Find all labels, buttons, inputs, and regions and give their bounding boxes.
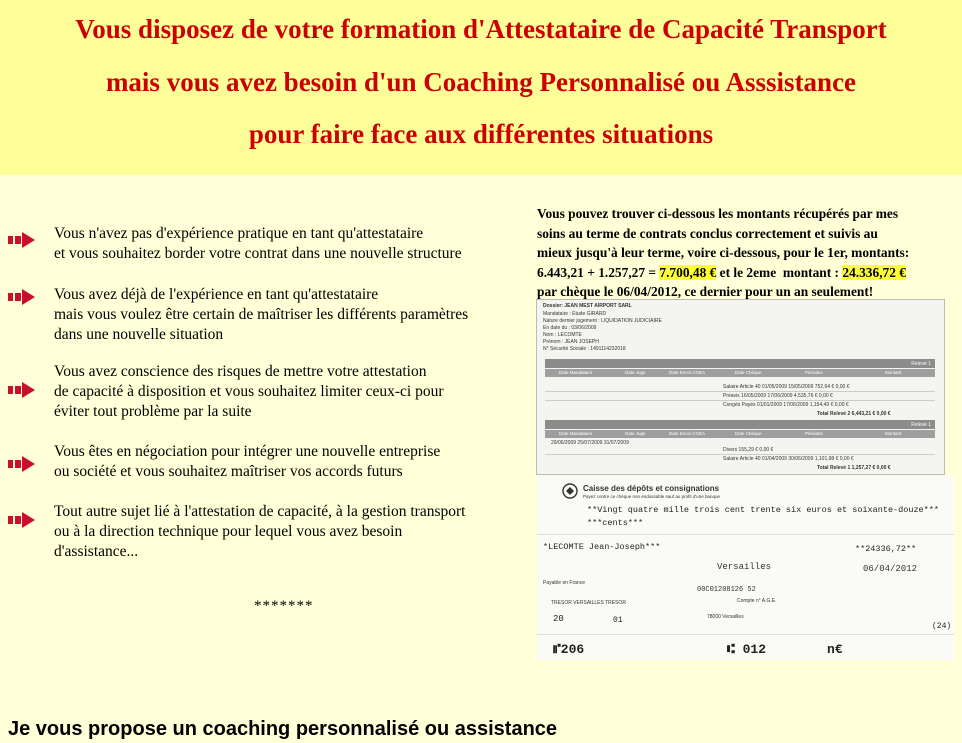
cheque-code: 00C01208126 52: [697, 586, 756, 594]
statement-total: Total Relevé 1 1,257,27 € 0,00 €: [817, 465, 891, 471]
statement-row: Salaire Article 40 01/04/2009 30/06/2009 1,101,98 € 0,00 €: [723, 456, 854, 462]
statement-field: Nom : LECOMTE: [543, 332, 582, 338]
cheque-number: 01: [613, 616, 623, 625]
statement-row: Divers 155,29 € 0,00 €: [723, 447, 774, 453]
list-item-text: Vous êtes en négociation pour intégrer une nouvelle entreprise ou société et vous souhaitez maîtriser vos accords futurs: [54, 443, 441, 480]
list-item-text: Tout autre sujet lié à l'attestation de capacité, à la gestion transport ou à la direction technique pour lequel vous avez besoin d'assistance...: [54, 503, 466, 560]
list-item-text: Vous n'avez pas d'expérience pratique en tant qu'attestataire et vous souhaitez border votre contrat dans une nouvelle structure: [54, 225, 462, 262]
payee-name: *LECOMTE Jean-Joseph***: [543, 542, 661, 552]
statement-columns: [545, 369, 935, 377]
col-header: Périodes: [805, 431, 823, 436]
cheque-city: Versailles: [717, 562, 772, 572]
statement-field: Mandataire : Etude GIRARD: [543, 311, 607, 317]
statement-band-label: Relevé 1: [911, 422, 931, 428]
bank-name: Caisse des dépôts et consignations: [583, 484, 720, 493]
results-text-mid: et le 2eme montant :: [716, 264, 843, 280]
statement-row: Préavis 16/05/2009 17/06/2009 4,535,76 € 0,00 €: [723, 393, 833, 399]
col-header: Date Envoi CGEA: [669, 431, 706, 436]
cheque-micr: ⑆ 012: [727, 642, 767, 657]
cheque-micr: ⑈206: [553, 642, 585, 657]
statement-field: N° Sécurité Sociale : 1491114232018: [543, 346, 626, 352]
cheque-misc: Payable en France: [543, 580, 585, 586]
banner-line-3: pour faire face aux différentes situations: [248, 119, 714, 149]
cheque-misc: TRESOR VERSAILLES TRESOR: [551, 600, 626, 606]
col-header: Date Chèque: [735, 370, 762, 375]
statement-row: Salaire Article 40 01/05/2009 15/05/2009 752,64 € 0,00 €: [723, 384, 850, 390]
arrow-right-icon: [6, 511, 36, 529]
cheque-amount: **24336,72**: [855, 544, 917, 554]
amount-in-words-2: ***cents***: [587, 518, 644, 528]
banner-line-1: Vous disposez de votre formation d'Attestataire de Capacité Transport: [75, 14, 887, 44]
cheque-misc: Compte n° A.G.E.: [737, 598, 777, 604]
statement-row: Congés Payés 01/01/2009 17/06/2009 1,154,49 € 0,00 €: [723, 402, 849, 408]
statement-columns: [545, 430, 935, 438]
arrow-right-icon: [6, 288, 36, 306]
col-header: Date Chèque: [735, 431, 762, 436]
col-header: Périodes: [805, 370, 823, 375]
col-header: Montant: [885, 431, 902, 436]
col-header: Date Juge: [625, 431, 646, 436]
cheque-date: 06/04/2012: [863, 564, 918, 574]
statement-scan-image: [536, 299, 945, 475]
col-header: Montant: [885, 370, 902, 375]
header-banner: [0, 0, 962, 175]
col-header: Date Mandataire: [559, 431, 593, 436]
bank-subtitle: Payez contre ce chèque non endossable sauf au profit d'une banque: [583, 494, 720, 499]
cheque-micr: n€: [827, 642, 843, 657]
cheque-number: (24): [932, 622, 952, 631]
results-paragraph: [537, 204, 949, 302]
statement-field: Prénom : JEAN JOSEPH: [543, 339, 599, 345]
cheque-scan-image: [537, 476, 954, 660]
statement-band-label: Relevé 1: [911, 361, 931, 367]
statement-band: [545, 420, 935, 429]
arrow-right-icon: [6, 381, 36, 399]
bottom-heading: Je vous propose un coaching personnalisé ou assistance: [8, 718, 558, 740]
bank-logo-icon: [561, 482, 579, 500]
statement-header: Dossier: JEAN MEST AIRPORT SARL: [543, 303, 632, 309]
cheque-number: 20: [553, 614, 564, 624]
results-text-2: par chèque le 06/04/2012, ce dernier pour un an seulement!: [537, 284, 874, 299]
statement-field: En date du : 03/06/2009: [543, 325, 597, 331]
col-header: Date Mandataire: [559, 370, 593, 375]
list-item-text: Vous avez conscience des risques de mettre votre attestation de capacité à disposition et vous souhaitez limiter ceux-ci pour éviter tout problème par la suite: [54, 363, 444, 420]
statement-row: 29/06/2009 25/07/2009 31/07/2009: [551, 440, 629, 446]
list-item-text: Vous avez déjà de l'expérience en tant qu'attestataire mais vous voulez être certain de maîtriser les différents paramètres dans une nouvelle situation: [54, 286, 469, 343]
statement-field: Nature dernier jugement : LIQUIDATION JUDICIAIRE: [543, 318, 662, 324]
statement-band: [545, 359, 935, 368]
arrow-right-icon: [6, 455, 36, 473]
col-header: Date Juge: [625, 370, 646, 375]
amount-highlight-1: 7.700,48 €: [659, 264, 717, 280]
statement-total: Total Relevé 2 6,443,21 € 0,00 €: [817, 411, 891, 417]
amount-highlight-2: 24.336,72 €: [842, 264, 906, 280]
amount-in-words: **Vingt quatre mille trois cent trente six euros et soixante-douze***: [587, 505, 939, 515]
col-header: Date Envoi CGEA: [669, 370, 706, 375]
banner-line-2: mais vous avez besoin d'un Coaching Personnalisé ou Asssistance: [105, 67, 857, 97]
cheque-misc: 78000 Versailles: [707, 614, 744, 620]
results-text-1: Vous pouvez trouver ci-dessous les montants récupérés par mes soins au terme de contrats conclus correctement et suivis au mieux jusqu'à leur terme, voire ci-dessous, pour le 1er, montants: 6.443,21 + 1.257,27 =: [537, 206, 910, 280]
arrow-right-icon: [6, 231, 36, 249]
separator-stars: *******: [254, 598, 314, 614]
